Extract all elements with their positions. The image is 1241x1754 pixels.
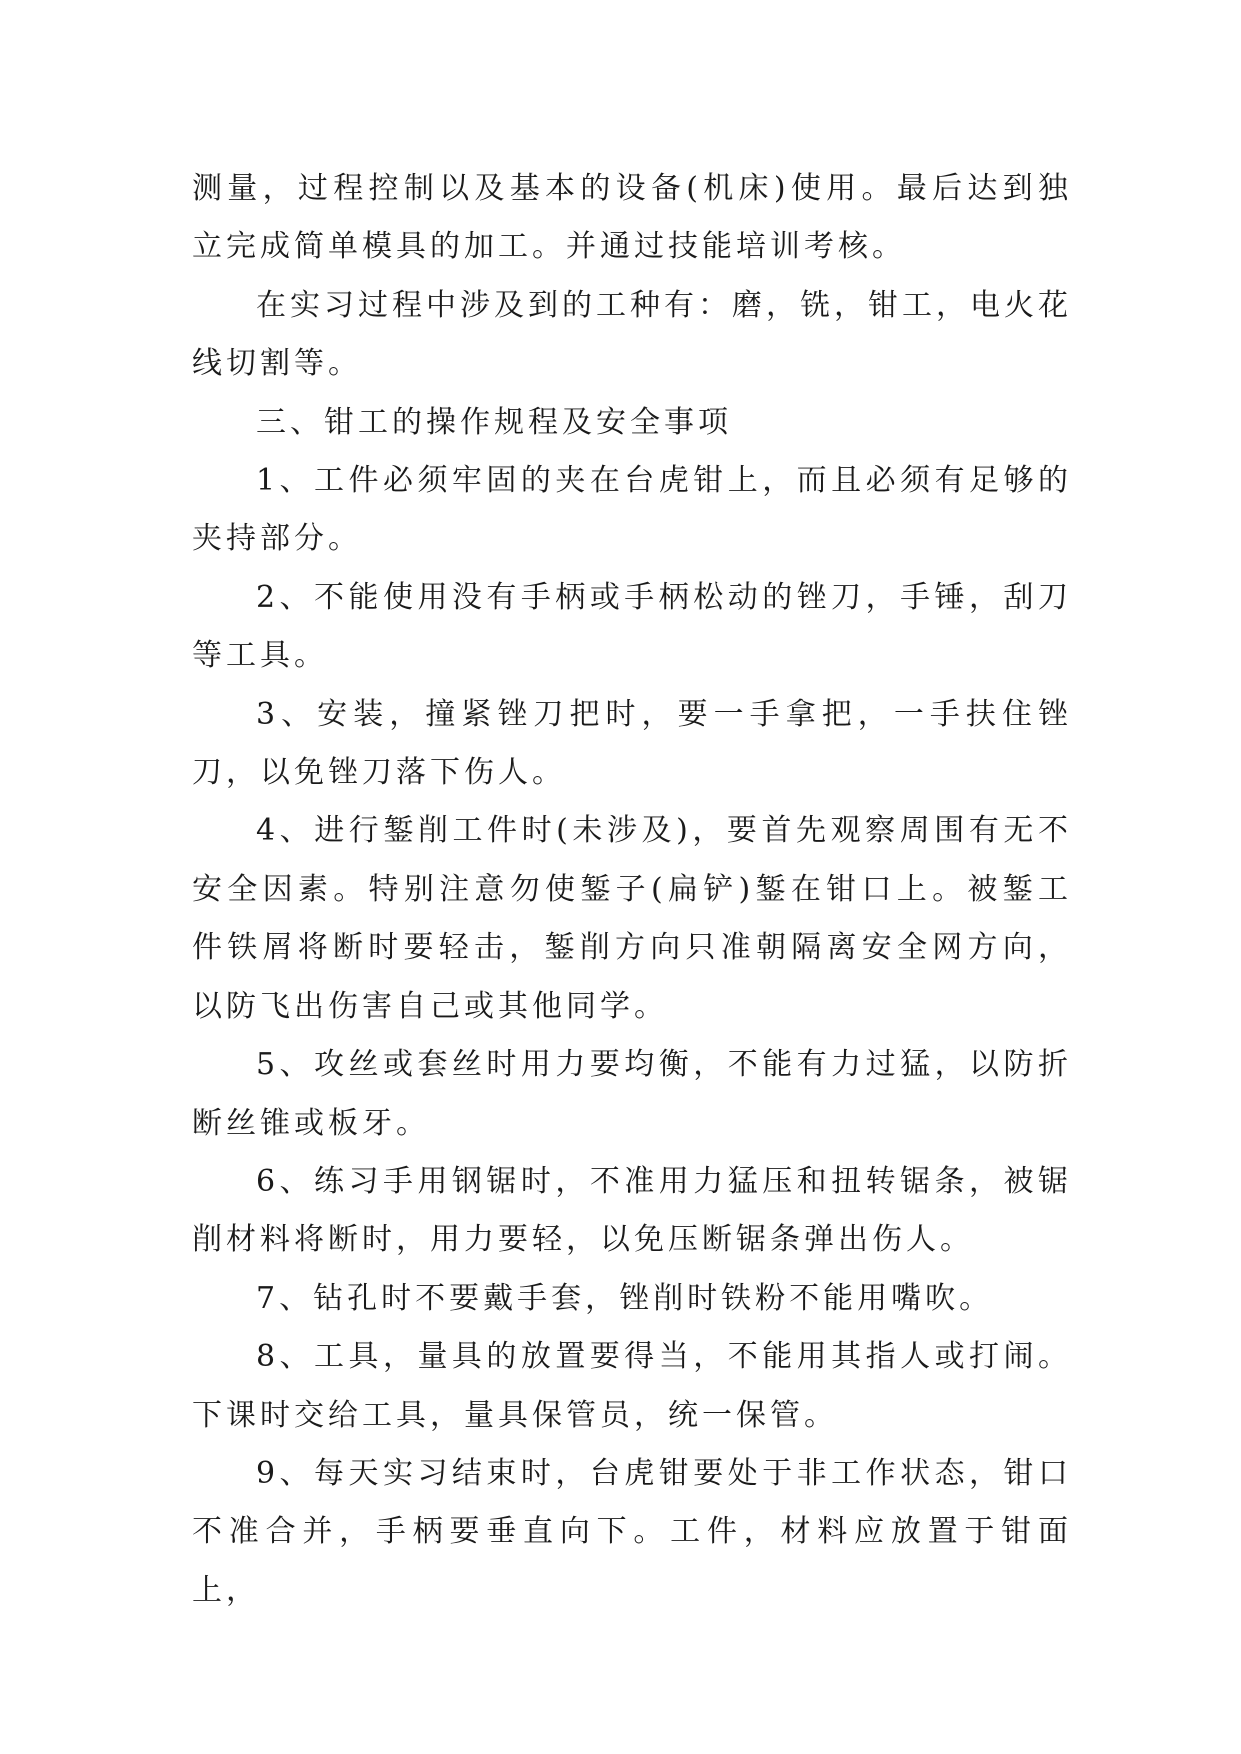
rule-item-1: 1、工件必须牢固的夹在台虎钳上，而且必须有足够的夹持部分。 xyxy=(192,463,1072,557)
rule-item-8: 8、工具，量具的放置要得当，不能用其指人或打闹。下课时交给工具，量具保管员，统一保管。 xyxy=(192,1339,1072,1433)
paragraph-continuation: 测量，过程控制以及基本的设备(机床)使用。最后达到独立完成简单模具的加工。并通过技能培训考核。 xyxy=(192,171,1072,265)
paragraph-work-types: 在实习过程中涉及到的工种有：磨，铣，钳工，电火花线切割等。 xyxy=(192,287,1072,382)
rule-item-6: 6、练习手用钢锯时，不准用力猛压和扭转锯条，被锯削材料将断时，用力要轻，以免压断锯条弹出伤人。 xyxy=(192,1163,1072,1258)
rule-item-7: 7、钻孔时不要戴手套，锉削时铁粉不能用嘴吹。 xyxy=(256,1280,994,1316)
rule-item-9: 9、每天实习结束时，台虎钳要处于非工作状态，钳口不准合并，手柄要垂直向下。工件，材料应放置于钳面上， xyxy=(192,1455,1072,1608)
rule-item-2: 2、不能使用没有手柄或手柄松动的锉刀，手锤，刮刀等工具。 xyxy=(192,579,1072,674)
rule-item-4: 4、进行錾削工件时(未涉及)，要首先观察周围有无不安全因素。特别注意勿使錾子(扁铲)錾在钳口上。被錾工件铁屑将断时要轻击，錾削方向只准朝隔离安全网方向，以防飞出伤害自己或其他同学。 xyxy=(192,813,1072,1024)
section-heading: 三、钳工的操作规程及安全事项 xyxy=(256,404,732,440)
rule-item-3: 3、安装，撞紧锉刀把时，要一手拿把，一手扶住锉刀，以免锉刀落下伤人。 xyxy=(192,696,1072,791)
rule-item-5: 5、攻丝或套丝时用力要均衡，不能有力过猛，以防折断丝锥或板牙。 xyxy=(192,1047,1072,1141)
document-body xyxy=(192,160,1072,1620)
